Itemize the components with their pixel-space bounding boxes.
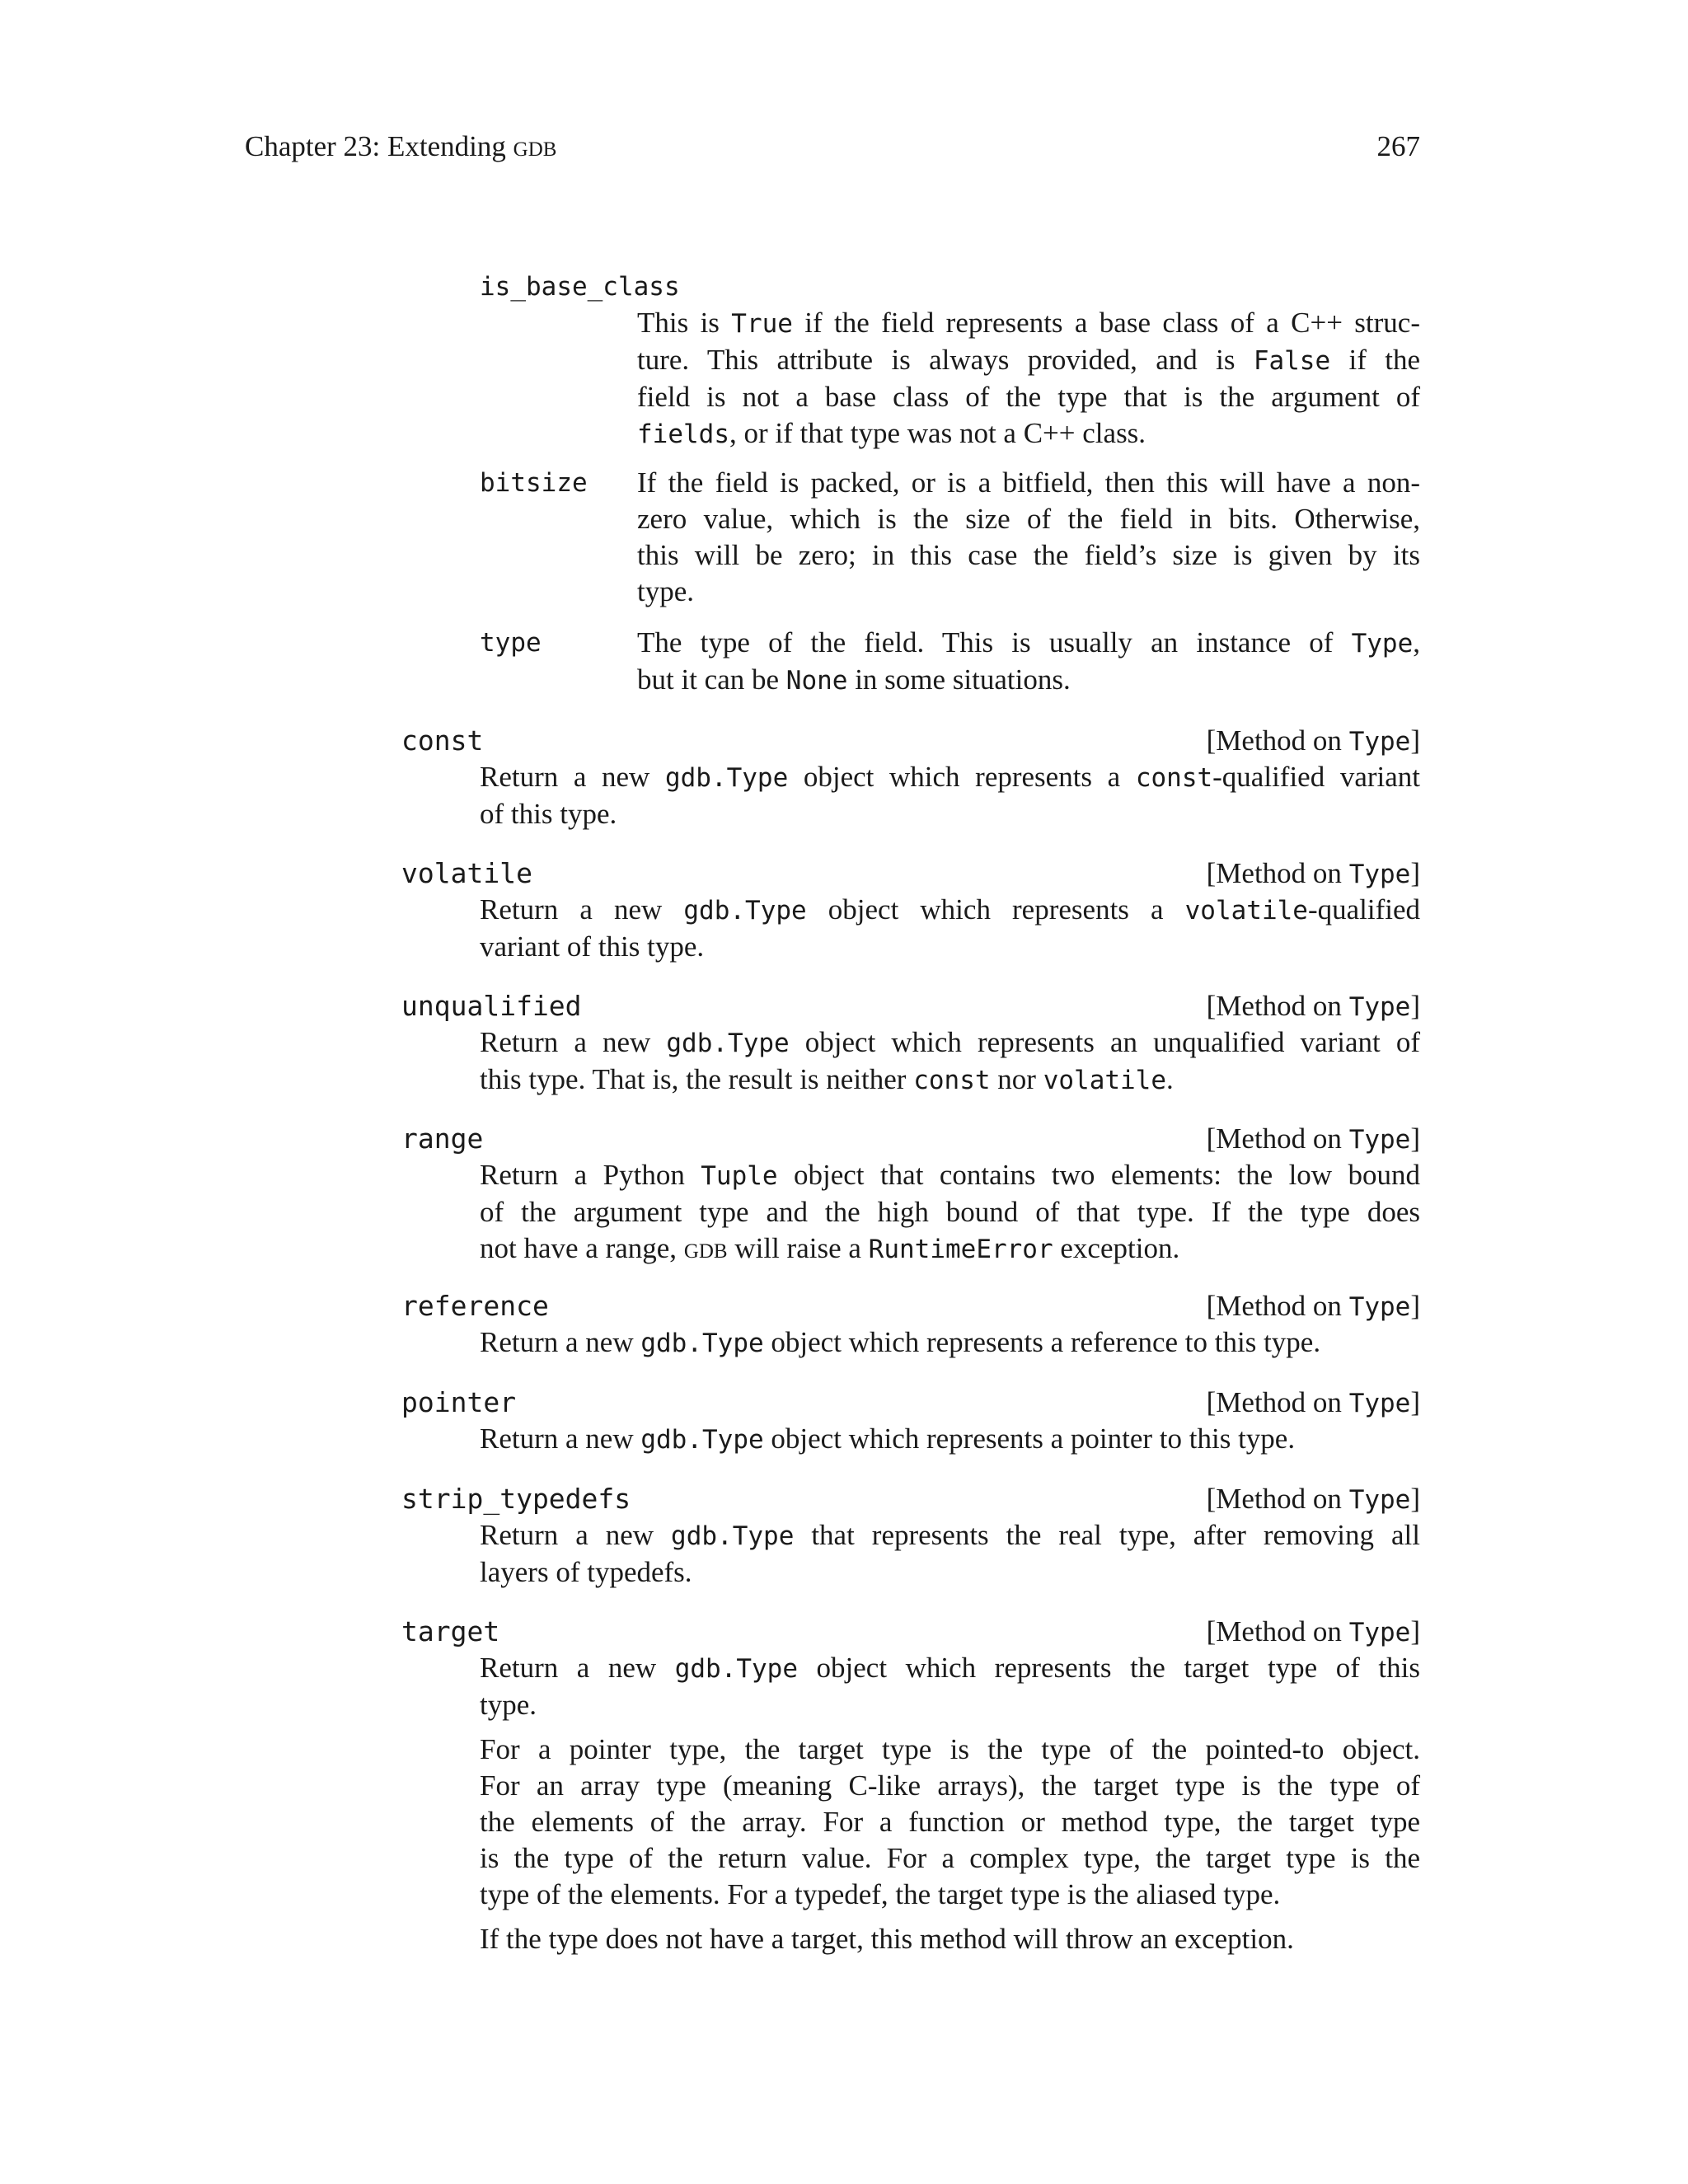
field-desc-is-base-class xyxy=(637,305,1420,452)
text-line xyxy=(637,415,1420,452)
text-run: object which represents a xyxy=(788,761,1136,793)
running-header xyxy=(245,129,1420,170)
method-category xyxy=(1207,1614,1420,1651)
text-line xyxy=(637,625,1420,662)
text-run: . xyxy=(1166,1063,1174,1095)
method-paragraph xyxy=(480,1517,1420,1591)
text-run: object which represents a pointer to this type. xyxy=(763,1422,1296,1455)
category-type: Type xyxy=(1348,727,1411,757)
code-term: gdb.Type xyxy=(666,1029,790,1058)
code-term: gdb.Type xyxy=(671,1521,795,1551)
text-line xyxy=(637,305,1420,342)
code-term: gdb.Type xyxy=(664,763,789,793)
text-run: If the type does not have a target, this method will throw an exception. xyxy=(480,1923,1294,1955)
text-line xyxy=(637,574,1420,610)
text-run: field is not a base class of the type that is the argument of xyxy=(637,381,1420,413)
text-run: Return a new xyxy=(480,1652,675,1684)
text-run: ture. This attribute is always provided, and is xyxy=(637,344,1254,376)
code-term: const xyxy=(1135,763,1213,793)
category-prefix: [Method on xyxy=(1206,1290,1349,1322)
text-run: of this type. xyxy=(480,798,617,830)
text-run: Return a new xyxy=(480,893,684,926)
text-run: not have a range, xyxy=(480,1232,684,1264)
category-suffix: ] xyxy=(1410,1483,1420,1515)
small-caps-term: gdb xyxy=(683,1232,728,1264)
method-body-const xyxy=(480,759,1420,832)
method-name: volatile xyxy=(401,857,532,889)
text-line xyxy=(480,1024,1420,1062)
text-run: zero value, which is the size of the field in bits. Otherwise, xyxy=(637,503,1420,535)
text-run: if the xyxy=(1330,344,1420,376)
method-paragraph xyxy=(480,1024,1420,1099)
method-paragraph xyxy=(480,1732,1420,1913)
method-paragraph xyxy=(480,1921,1420,1957)
chapter-title-gdb: gdb xyxy=(513,130,557,162)
code-term: Tuple xyxy=(701,1161,778,1191)
text-line xyxy=(480,759,1420,796)
method-body-range xyxy=(480,1157,1420,1268)
method-header-reference xyxy=(401,1288,1420,1324)
code-term: gdb.Type xyxy=(640,1425,764,1455)
text-run: Return a new xyxy=(480,1519,672,1551)
field-term-bitsize: bitsize xyxy=(480,468,588,498)
method-name: unqualified xyxy=(401,990,582,1022)
category-type: Type xyxy=(1348,860,1411,889)
text-line xyxy=(480,1194,1420,1230)
code-term: True xyxy=(731,309,793,339)
text-run: this will be zero; in this case the field’s size is given by its xyxy=(637,539,1420,571)
text-run: If the field is packed, or is a bitfield, then this will have a non- xyxy=(637,466,1420,499)
method-category xyxy=(1207,1385,1420,1422)
method-paragraph xyxy=(480,1650,1420,1723)
method-name: target xyxy=(401,1615,500,1647)
text-line xyxy=(480,1921,1420,1957)
method-body-strip-typedefs xyxy=(480,1517,1420,1591)
text-run: -qualified xyxy=(1307,893,1421,926)
method-header-pointer xyxy=(401,1385,1420,1421)
text-run: type of the elements. For a typedef, the target type is the aliased type. xyxy=(480,1878,1281,1910)
category-suffix: ] xyxy=(1410,990,1420,1022)
code-term: None xyxy=(785,666,848,696)
method-body-pointer xyxy=(480,1421,1420,1458)
text-run: , xyxy=(1413,626,1420,658)
category-suffix: ] xyxy=(1410,1615,1420,1647)
text-line xyxy=(480,1840,1420,1877)
text-line xyxy=(480,796,1420,832)
field-desc-bitsize xyxy=(637,465,1420,610)
text-run: object which represents an unqualified variant of xyxy=(789,1026,1420,1058)
text-run: of the argument type and the high bound of that type. If the type does xyxy=(480,1196,1420,1228)
text-run: For an array type (meaning C-like arrays), the target type is the type of xyxy=(480,1769,1420,1802)
method-category xyxy=(1207,1481,1420,1518)
code-term: volatile xyxy=(1043,1066,1167,1095)
text-line xyxy=(637,537,1420,574)
text-run: type. xyxy=(480,1689,537,1721)
field-desc-type xyxy=(637,625,1420,699)
category-prefix: [Method on xyxy=(1206,1386,1349,1418)
method-category xyxy=(1207,723,1420,760)
text-line xyxy=(480,892,1420,929)
category-type: Type xyxy=(1348,1618,1411,1647)
category-prefix: [Method on xyxy=(1206,990,1349,1022)
text-line xyxy=(480,929,1420,965)
code-term: volatile xyxy=(1184,896,1308,926)
text-run: This is xyxy=(637,307,732,339)
method-name: strip_typedefs xyxy=(401,1483,631,1515)
text-run: is the type of the return value. For a complex type, the target type is the xyxy=(480,1842,1420,1874)
method-paragraph xyxy=(480,892,1420,965)
text-line xyxy=(637,662,1420,699)
category-prefix: [Method on xyxy=(1206,1122,1349,1155)
method-body-target xyxy=(480,1650,1420,1957)
method-name: range xyxy=(401,1122,484,1155)
text-line xyxy=(637,379,1420,415)
method-name: pointer xyxy=(401,1386,517,1418)
text-line xyxy=(480,1062,1420,1099)
text-line xyxy=(480,1877,1420,1913)
category-prefix: [Method on xyxy=(1206,857,1349,889)
chapter-title xyxy=(245,129,556,165)
text-run: that represents the real type, after removing all xyxy=(794,1519,1420,1551)
text-line xyxy=(480,1324,1420,1361)
text-run: type. xyxy=(637,575,695,607)
code-term: fields xyxy=(637,419,729,449)
category-suffix: ] xyxy=(1410,857,1420,889)
text-line xyxy=(480,1421,1420,1458)
method-body-reference xyxy=(480,1324,1420,1361)
code-term: False xyxy=(1253,346,1331,376)
chapter-title-text: Chapter 23: Extending xyxy=(245,130,513,162)
code-term: gdb.Type xyxy=(683,896,807,926)
text-line xyxy=(637,342,1420,379)
text-run: nor xyxy=(990,1063,1043,1095)
text-run: For a pointer type, the target type is the type of the pointed-to object. xyxy=(480,1733,1420,1765)
method-paragraph xyxy=(480,1157,1420,1268)
text-line xyxy=(480,1230,1420,1268)
text-run: -qualified variant xyxy=(1212,761,1420,793)
method-paragraph xyxy=(480,1324,1420,1361)
code-term: Type xyxy=(1351,629,1414,658)
text-line xyxy=(480,1554,1420,1591)
text-run: object which represents a reference to this type. xyxy=(763,1326,1321,1358)
text-run: , or if that type was not a C++ class. xyxy=(729,417,1146,449)
text-line xyxy=(480,1687,1420,1723)
method-header-unqualified xyxy=(401,988,1420,1024)
text-run: exception. xyxy=(1053,1232,1180,1264)
text-line xyxy=(480,1517,1420,1554)
text-run: Return a new xyxy=(480,1422,641,1455)
code-term: gdb.Type xyxy=(674,1654,799,1684)
category-prefix: [Method on xyxy=(1206,724,1349,757)
text-line xyxy=(480,1732,1420,1768)
code-term: RuntimeError xyxy=(868,1235,1053,1264)
code-term: gdb.Type xyxy=(640,1329,764,1358)
text-run: in some situations. xyxy=(847,663,1071,696)
text-run: the elements of the array. For a function or method type, the target type xyxy=(480,1806,1420,1838)
text-line xyxy=(480,1804,1420,1840)
text-run: this type. That is, the result is neither xyxy=(480,1063,914,1095)
text-run: object that contains two elements: the low bound xyxy=(777,1159,1420,1191)
category-suffix: ] xyxy=(1410,1290,1420,1322)
text-line xyxy=(637,501,1420,537)
text-line xyxy=(480,1157,1420,1194)
method-header-target xyxy=(401,1614,1420,1650)
text-run: layers of typedefs. xyxy=(480,1556,692,1588)
method-name: reference xyxy=(401,1290,549,1322)
method-category xyxy=(1207,1288,1420,1325)
field-term-type: type xyxy=(480,628,542,658)
text-run: Return a Python xyxy=(480,1159,701,1191)
method-header-range xyxy=(401,1121,1420,1157)
category-prefix: [Method on xyxy=(1206,1483,1349,1515)
method-category xyxy=(1207,1121,1420,1158)
method-paragraph xyxy=(480,1421,1420,1458)
category-type: Type xyxy=(1348,1292,1411,1322)
category-type: Type xyxy=(1348,1125,1411,1155)
text-line xyxy=(480,1768,1420,1804)
text-run: Return a new xyxy=(480,1026,667,1058)
method-paragraph xyxy=(480,759,1420,832)
text-run: Return a new xyxy=(480,1326,641,1358)
method-header-volatile xyxy=(401,855,1420,892)
text-line xyxy=(637,465,1420,501)
category-type: Type xyxy=(1348,992,1411,1022)
method-body-unqualified xyxy=(480,1024,1420,1099)
text-run: variant of this type. xyxy=(480,930,705,963)
text-run: Return a new xyxy=(480,761,665,793)
text-run: will raise a xyxy=(727,1232,869,1264)
method-body-volatile xyxy=(480,892,1420,965)
category-suffix: ] xyxy=(1410,724,1420,757)
method-category xyxy=(1207,855,1420,893)
category-type: Type xyxy=(1348,1389,1411,1418)
page-number: 267 xyxy=(1376,130,1420,162)
method-name: const xyxy=(401,724,484,757)
text-run: The type of the field. This is usually an instance of xyxy=(637,626,1352,658)
field-term-is-base-class: is_base_class xyxy=(480,272,680,302)
text-run: but it can be xyxy=(637,663,786,696)
category-suffix: ] xyxy=(1410,1386,1420,1418)
text-run: object which represents the target type of this xyxy=(798,1652,1420,1684)
category-type: Type xyxy=(1348,1485,1411,1515)
method-category xyxy=(1207,988,1420,1025)
method-header-const xyxy=(401,723,1420,759)
text-line xyxy=(480,1650,1420,1687)
text-run: if the field represents a base class of a C++ struc- xyxy=(792,307,1420,339)
text-run: object which represents a xyxy=(806,893,1185,926)
category-suffix: ] xyxy=(1410,1122,1420,1155)
method-header-strip-typedefs xyxy=(401,1481,1420,1517)
category-prefix: [Method on xyxy=(1206,1615,1349,1647)
code-term: const xyxy=(913,1066,991,1095)
